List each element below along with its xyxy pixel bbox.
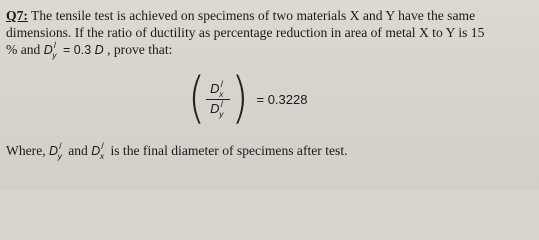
question-label: Q7: bbox=[6, 8, 28, 23]
line3-prefix: % and bbox=[6, 42, 44, 57]
line3-variable-dy: $D^/_y$ bbox=[43, 40, 57, 60]
ratio-fraction bbox=[206, 78, 230, 119]
where-prefix: Where, bbox=[6, 143, 50, 158]
where-and: and bbox=[64, 143, 92, 158]
line3-suffix: , prove that: bbox=[103, 42, 173, 57]
question-line-2 bbox=[6, 25, 533, 41]
left-paren: ( bbox=[188, 66, 206, 131]
where-suffix: is the final diameter of specimens after test. bbox=[107, 143, 348, 158]
question-line-2-text: dimensions. If the ratio of ductility as percentage reduction in area of metal X to Y is 15 bbox=[6, 25, 485, 40]
question-line-1-text: The tensile test is achieved on specimens of two materials X and Y have the same bbox=[27, 8, 476, 23]
ratio-equation bbox=[188, 66, 308, 131]
line3-equals: = 0.3 bbox=[59, 43, 95, 57]
fraction-denominator: $D^/_y$ bbox=[210, 98, 224, 119]
where-variable-dy: $D^/_y$ bbox=[49, 141, 62, 161]
where-variable-dx: $D^/_x$ bbox=[91, 141, 105, 161]
question-line-1 bbox=[6, 8, 533, 24]
where-line bbox=[6, 143, 533, 160]
fraction-numerator: $D^/_x$ bbox=[210, 78, 224, 99]
right-paren: ) bbox=[231, 66, 249, 131]
line3-variable-d: D bbox=[94, 43, 104, 57]
question-line-3 bbox=[6, 42, 533, 59]
equation-value: = 0.3228 bbox=[256, 91, 308, 107]
